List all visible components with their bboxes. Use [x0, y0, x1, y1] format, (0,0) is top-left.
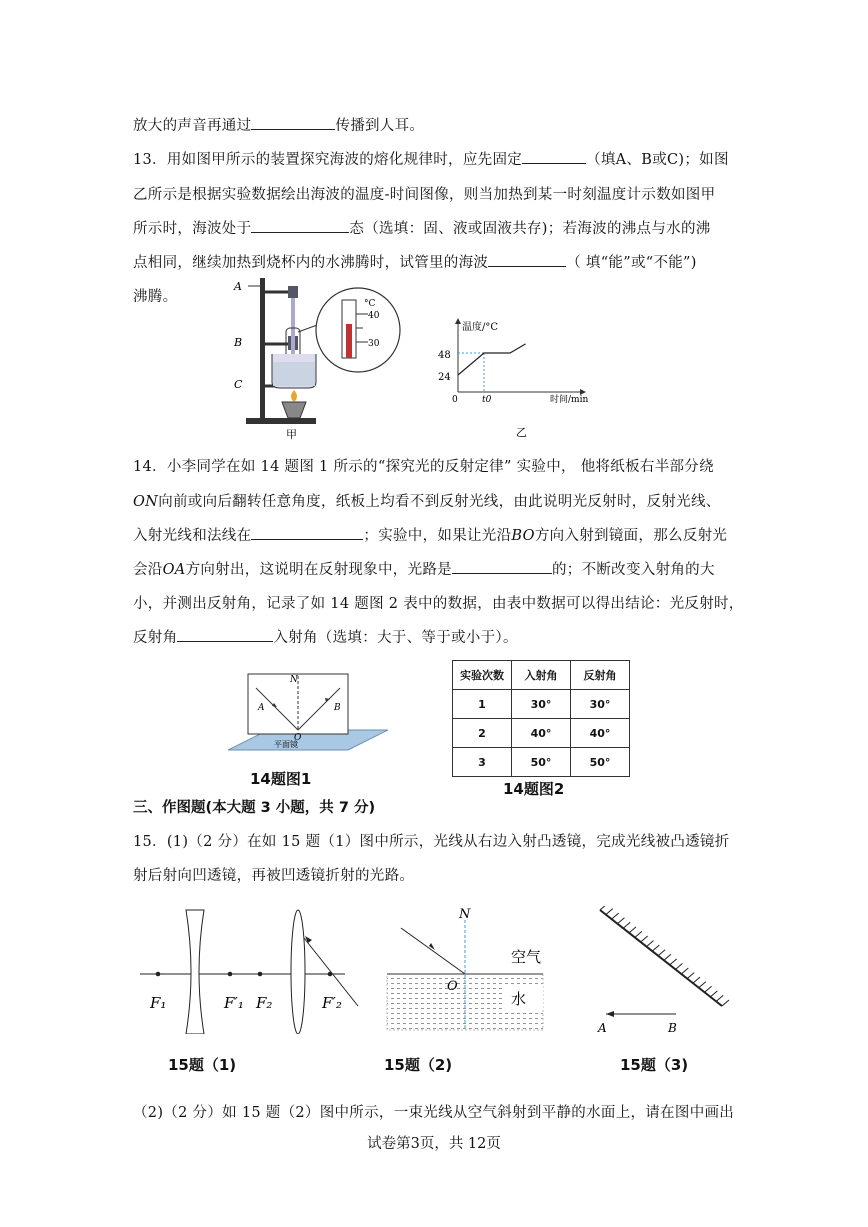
- mirror-hatch: [693, 977, 700, 983]
- thermo-tick-30: 30: [368, 339, 380, 349]
- caption-15-3: 15题（3): [620, 1056, 689, 1074]
- answer-blank[interactable]: [522, 149, 586, 164]
- mirror-hatch: [716, 995, 723, 1001]
- label-c: C: [234, 378, 243, 391]
- table-row: [453, 719, 630, 748]
- label-o: O: [447, 979, 458, 994]
- caption-15-2: 15题（2): [384, 1056, 453, 1074]
- mirror-hatch: [676, 963, 683, 969]
- answer-blank[interactable]: [251, 115, 335, 130]
- label-mirror: 平面镜: [274, 740, 298, 749]
- table-cell: 40°: [571, 719, 630, 748]
- caption-14-1: 14题图1: [250, 770, 312, 788]
- label-water: 水: [511, 990, 527, 1008]
- table-row: [453, 690, 630, 719]
- answer-blank[interactable]: [251, 218, 349, 233]
- mirror-hatch: [612, 913, 619, 919]
- q15-part2: （2)（2 分）如 15 题（2）图中所示，一束光线从空气斜射到平静的水面上，请在图中画出: [133, 1105, 735, 1121]
- data-table: [452, 660, 630, 777]
- caption-15-1: 15题（1): [168, 1056, 237, 1074]
- table-header: 反射角: [571, 661, 630, 690]
- figure-jia: [228, 272, 408, 444]
- mirror-hatch: [687, 973, 694, 979]
- q14-line6: 反射角 入射角（选填：大于、等于或小于）。: [133, 626, 518, 647]
- label-f1: F₁: [150, 994, 167, 1012]
- table-header: 入射角: [512, 661, 571, 690]
- answer-blank[interactable]: [488, 252, 566, 267]
- mirror-hatch: [652, 945, 659, 951]
- chart-xtick-0: 0: [452, 395, 458, 405]
- q14-line2: ON向前或向后翻转任意角度，纸板上均看不到反射光线，由此说明光反射时，反射光线、: [133, 494, 721, 510]
- chart-ytick-24: 24: [438, 372, 451, 383]
- figure-15-1: [140, 906, 365, 1034]
- table-cell: 2: [453, 719, 512, 748]
- q13-line1: 13．用如图甲所示的装置探究海波的熔化规律时，应先固定 （填A、B或C)；如图: [133, 148, 729, 169]
- thermo-unit: °C: [364, 299, 376, 309]
- chart-ylabel: 温度/°C: [462, 322, 499, 333]
- q15-line1: 15．(1)（2 分）在如 15 题（1）图中所示，光线从右边入射凸透镜，完成光线被凸透镜折: [133, 834, 730, 850]
- caption-14-2: 14题图2: [503, 780, 565, 798]
- q13-line3: 所示时，海波处于 态（选填：固、液或固液共存)；若海波的沸点与水的沸: [133, 217, 711, 238]
- q13-line5: 沸腾。: [133, 289, 178, 305]
- label-b: B: [334, 703, 341, 713]
- q13-line4: 点相同，继续加热到烧杯内的水沸腾时，试管里的海波 （ 填“能”或“不能”): [133, 251, 697, 272]
- table-cell: 30°: [512, 690, 571, 719]
- label-n: N: [290, 675, 298, 685]
- table-cell: 50°: [571, 748, 630, 777]
- q13-line2: 乙所示是根据实验数据绘出海波的温度-时间图像，则当加热到某一时刻温度计示数如图甲: [133, 187, 716, 203]
- label-a: A: [598, 1021, 607, 1034]
- mirror-hatch: [705, 986, 712, 992]
- caption-yi: 乙: [516, 426, 527, 439]
- mirror-hatch: [606, 909, 613, 915]
- mirror-hatch: [600, 906, 607, 910]
- table-cell: 50°: [512, 748, 571, 777]
- label-b: B: [668, 1021, 677, 1034]
- answer-blank[interactable]: [452, 559, 552, 574]
- label-f2-prime: F′₂: [322, 994, 342, 1012]
- label-b: B: [234, 336, 243, 349]
- q14-line5: 小，并测出反射角，记录了如 14 题图 2 表中的数据，由表中数据可以得出结论：光反射时，: [133, 596, 744, 612]
- label-air: 空气: [511, 948, 542, 966]
- figure-15-3: [592, 906, 730, 1034]
- chart-series-line: [458, 344, 526, 375]
- mirror-hatch: [635, 931, 642, 937]
- answer-blank[interactable]: [251, 525, 363, 540]
- mirror-hatch: [646, 941, 653, 947]
- table-cell: 30°: [571, 690, 630, 719]
- mirror-hatch: [623, 922, 630, 928]
- label-f1-prime: F′₁: [224, 994, 244, 1012]
- label-n: N: [459, 907, 471, 922]
- mirror-hatch: [710, 991, 717, 997]
- figure-15-2: [385, 906, 547, 1034]
- mirror-hatch: [641, 936, 648, 942]
- q15-line2: 射后射向凹透镜，再被凹透镜折射的光路。: [133, 868, 415, 884]
- table-header-row: [453, 661, 630, 690]
- label-a: A: [234, 280, 242, 293]
- mirror-hatch: [658, 950, 665, 956]
- label-o: O: [294, 733, 302, 743]
- answer-blank[interactable]: [177, 627, 273, 642]
- table-cell: 40°: [512, 719, 571, 748]
- caption-jia: 甲: [286, 428, 297, 441]
- table-cell: 1: [453, 690, 512, 719]
- section-heading: 三、作图题(本大题 3 小题，共 7 分): [133, 800, 376, 816]
- mirror-hatch: [699, 982, 706, 988]
- mirror-hatch: [681, 968, 688, 974]
- label-f2: F₂: [256, 994, 273, 1012]
- q14-line1: 14．小李同学在如 14 题图 1 所示的“探究光的反射定律” 实验中， 他将纸板右半部分绕: [133, 459, 714, 475]
- chart-xtick-t0: t0: [482, 395, 492, 405]
- thermo-tick-40: 40: [368, 311, 380, 321]
- label-a: A: [258, 703, 265, 713]
- table-cell: 3: [453, 748, 512, 777]
- table-header: 实验次数: [453, 661, 512, 690]
- figure-14-1: [228, 670, 388, 765]
- chart-ytick-48: 48: [438, 350, 451, 361]
- q14-line3: 入射光线和法线在 ；实验中，如果让光沿BO方向入射到镜面，那么反射光: [133, 524, 727, 545]
- q14-line4: 会沿OA方向射出，这说明在反射现象中，光路是 的；不断改变入射角的大: [133, 558, 715, 579]
- mirror-hatch: [722, 1000, 729, 1006]
- page-footer: 试卷第3页，共 12页: [367, 1136, 501, 1152]
- mirror-hatch: [670, 959, 677, 965]
- table-row: [453, 748, 630, 777]
- figure-yi-chart: [430, 318, 620, 440]
- mirror-hatch: [664, 954, 671, 960]
- mirror-hatch: [629, 927, 636, 933]
- q12-tail: 放大的声音再通过 传播到人耳。: [133, 114, 424, 135]
- mirror-hatch: [617, 918, 624, 924]
- chart-xlabel: 时间/min: [550, 395, 589, 405]
